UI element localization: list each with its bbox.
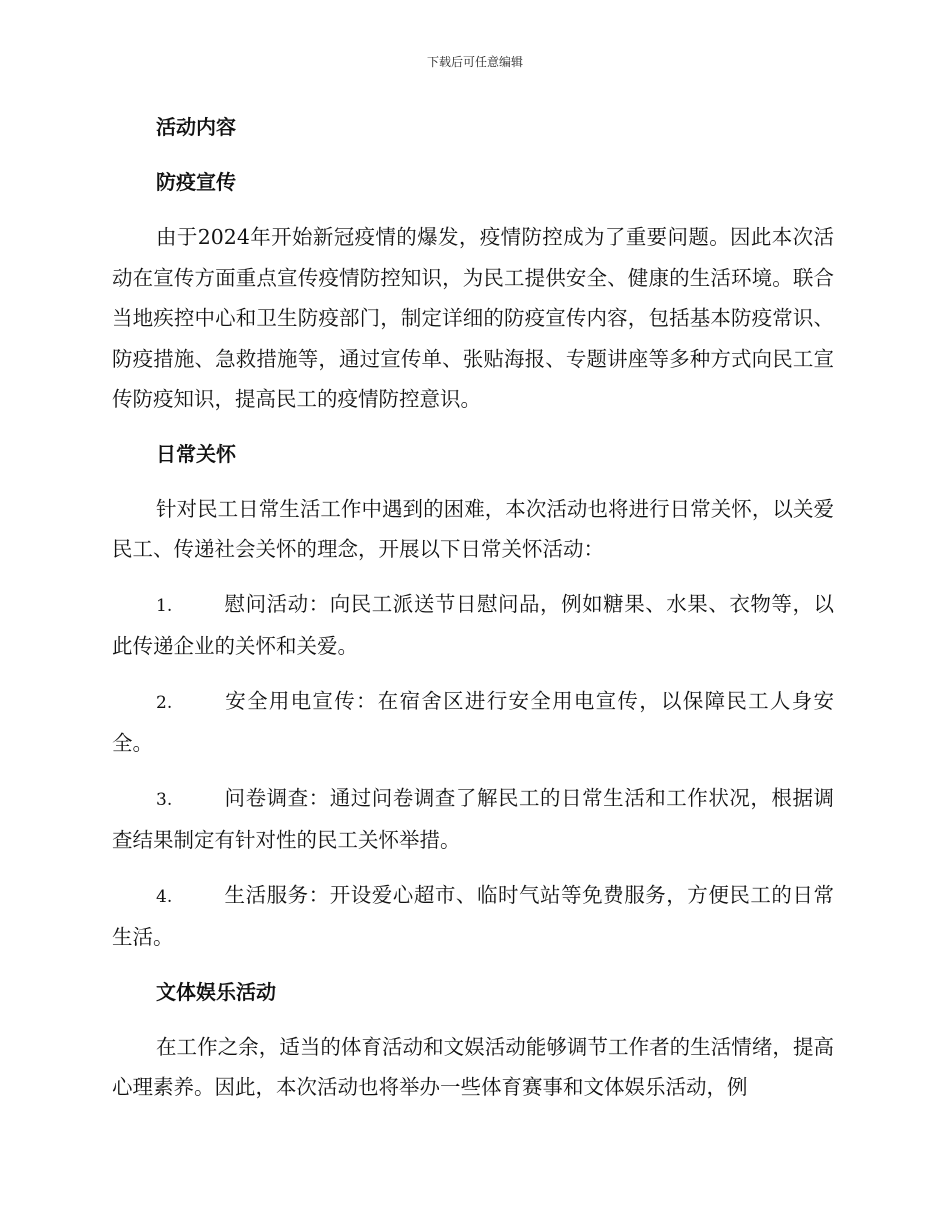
document-body xyxy=(112,107,834,1122)
list-item xyxy=(112,584,834,667)
list-item xyxy=(112,778,834,861)
list-item-text: 安全用电宣传：在宿舍区进行安全用电宣传，以保障民工人身安全。 xyxy=(112,688,834,755)
list-number: 3. xyxy=(156,789,173,810)
list-item xyxy=(112,681,834,764)
heading-daily-care: 日常关怀 xyxy=(156,441,236,466)
list-number: 4. xyxy=(156,886,173,907)
list-item-text: 慰问活动：向民工派送节日慰问品，例如糖果、水果、衣物等，以此传递企业的关怀和关爱。 xyxy=(112,591,834,658)
heading-recreation: 文体娱乐活动 xyxy=(156,979,276,1004)
paragraph-daily-care: 针对民工日常生活工作中遇到的困难，本次活动也将进行日常关怀，以关爱民工、传递社会关怀的理念，开展以下日常关怀活动： xyxy=(112,496,834,561)
list-number: 1. xyxy=(156,595,173,616)
heading-activity-content: 活动内容 xyxy=(156,115,236,139)
header-note: 下载后可任意编辑 xyxy=(426,55,523,69)
list-item-text: 问卷调查：通过问卷调查了解民工的日常生活和工作状况，根据调查结果制定有针对性的民工关怀举措。 xyxy=(112,785,834,852)
list-item-text: 生活服务：开设爱心超市、临时气站等免费服务，方便民工的日常生活。 xyxy=(112,882,834,949)
paragraph-recreation: 在工作之余，适当的体育活动和文娱活动能够调节工作者的生活情绪，提高心理素养。因此，本次活动也将举办一些体育赛事和文体娱乐活动，例 xyxy=(112,1034,834,1099)
list-item xyxy=(112,875,834,958)
paragraph-epidemic: 由于2024年开始新冠疫情的爆发，疫情防控成为了重要问题。因此本次活动在宣传方面重点宣传疫情防控知识，为民工提供安全、健康的生活环境。联合当地疾控中心和卫生防疫部门，制定详细的防疫宣传内容，包括基本防疫常识、防疫措施、急救措施等，通过宣传单、张贴海报、专题讲座等多种方式向民工宣传防疫知识，提高民工的疫情防控意识。 xyxy=(112,225,834,411)
heading-epidemic-promotion: 防疫宣传 xyxy=(156,170,236,194)
list-number: 2. xyxy=(156,692,173,713)
